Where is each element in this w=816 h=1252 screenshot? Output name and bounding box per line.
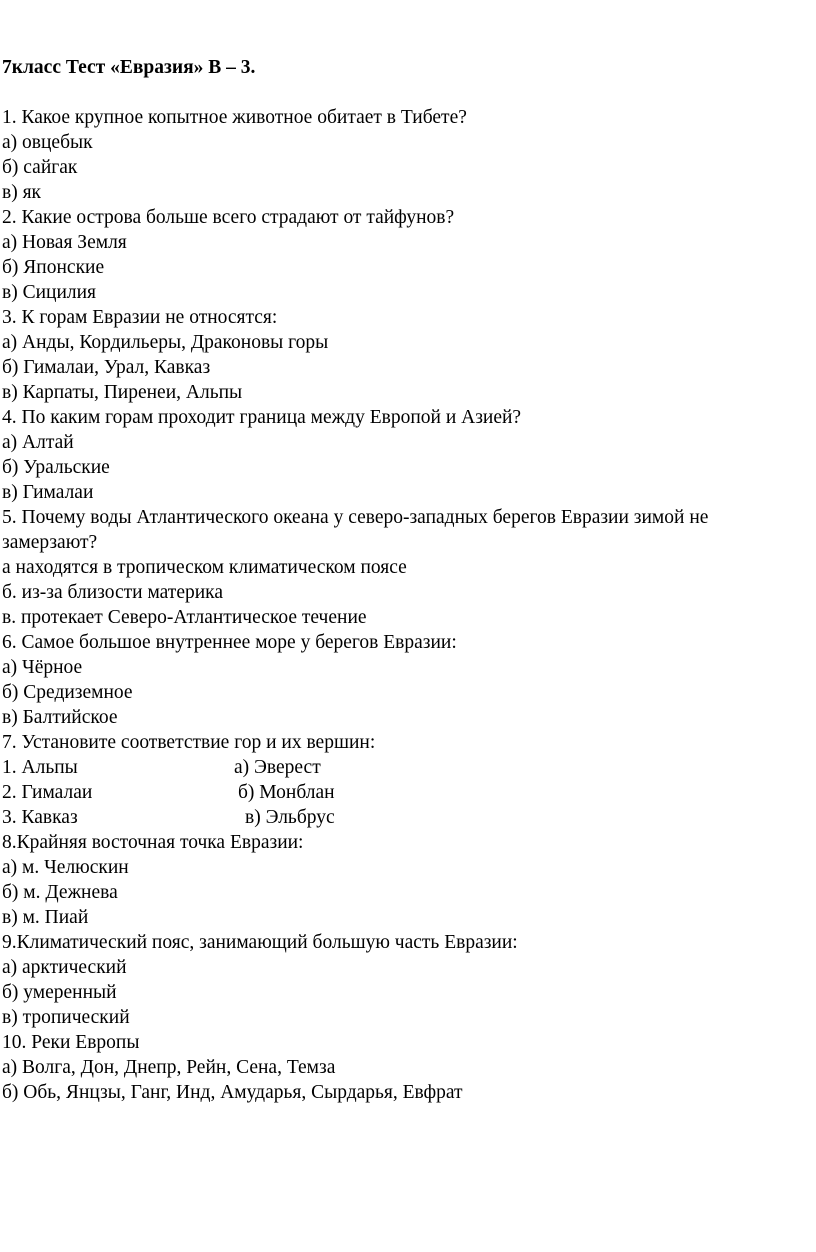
q7-peak-b: б) Монблан xyxy=(238,782,335,803)
question-7: 7. Установите соответствие гор и их вершин: xyxy=(2,732,376,753)
q10-option-a: а) Волга, Дон, Днепр, Рейн, Сена, Темза xyxy=(2,1057,336,1078)
question-9: 9.Климатический пояс, занимающий большую часть Евразии: xyxy=(2,932,518,953)
test-document xyxy=(2,55,814,1105)
q1-option-b: б) сайгак xyxy=(2,157,78,178)
q9-option-a: а) арктический xyxy=(2,957,127,978)
q5-option-b: б. из-за близости материка xyxy=(2,582,224,603)
question-4: 4. По каким горам проходит граница между Европой и Азией? xyxy=(2,407,522,428)
q4-option-c: в) Гималаи xyxy=(2,482,94,503)
q3-option-b: б) Гималаи, Урал, Кавказ xyxy=(2,357,211,378)
q1-option-a: а) овцебык xyxy=(2,132,93,153)
question-6: 6. Самое большое внутреннее море у берегов Евразии: xyxy=(2,632,457,653)
q7-match-row-2 xyxy=(2,780,814,805)
q9-option-c: в) тропический xyxy=(2,1007,130,1028)
question-3: 3. К горам Евразии не относятся: xyxy=(2,307,278,328)
q7-mountain-3: 3. Кавказ xyxy=(2,807,78,828)
question-2: 2. Какие острова больше всего страдают от тайфунов? xyxy=(2,207,455,228)
q2-option-b: б) Японские xyxy=(2,257,105,278)
q3-option-a: а) Анды, Кордильеры, Драконовы горы xyxy=(2,332,329,353)
question-5-line-1: 5. Почему воды Атлантического океана у северо-западных берегов Евразии зимой не xyxy=(2,507,709,528)
document-title: 7класс Тест «Евразия» В – 3. xyxy=(2,57,256,78)
q10-option-b: б) Обь, Янцзы, Ганг, Инд, Амударья, Сырдарья, Евфрат xyxy=(2,1082,463,1103)
question-8: 8.Крайняя восточная точка Евразии: xyxy=(2,832,304,853)
q1-option-c: в) як xyxy=(2,182,42,203)
q2-option-c: в) Сицилия xyxy=(2,282,97,303)
q8-option-a: а) м. Челюскин xyxy=(2,857,129,878)
q4-option-a: а) Алтай xyxy=(2,432,74,453)
q2-option-a: а) Новая Земля xyxy=(2,232,127,253)
q8-option-c: в) м. Пиай xyxy=(2,907,89,928)
question-10: 10. Реки Европы xyxy=(2,1032,140,1053)
q6-option-a: а) Чёрное xyxy=(2,657,83,678)
q4-option-b: б) Уральские xyxy=(2,457,110,478)
q3-option-c: в) Карпаты, Пиренеи, Альпы xyxy=(2,382,243,403)
q7-mountain-1: 1. Альпы xyxy=(2,757,78,778)
q7-peak-a: а) Эверест xyxy=(234,757,321,778)
q7-peak-c: в) Эльбрус xyxy=(245,807,335,828)
q7-match-row-3 xyxy=(2,805,814,830)
q6-option-c: в) Балтийское xyxy=(2,707,118,728)
q5-option-a: а находятся в тропическом климатическом поясе xyxy=(2,557,407,578)
q7-match-row-1 xyxy=(2,755,814,780)
q7-mountain-2: 2. Гималаи xyxy=(2,782,93,803)
spacer xyxy=(2,80,814,105)
q8-option-b: б) м. Дежнева xyxy=(2,882,118,903)
q5-option-c: в. протекает Северо-Атлантическое течение xyxy=(2,607,367,628)
q6-option-b: б) Средиземное xyxy=(2,682,133,703)
question-5-line-2: замерзают? xyxy=(2,532,98,553)
question-1: 1. Какое крупное копытное животное обитает в Тибете? xyxy=(2,107,467,128)
q9-option-b: б) умеренный xyxy=(2,982,117,1003)
